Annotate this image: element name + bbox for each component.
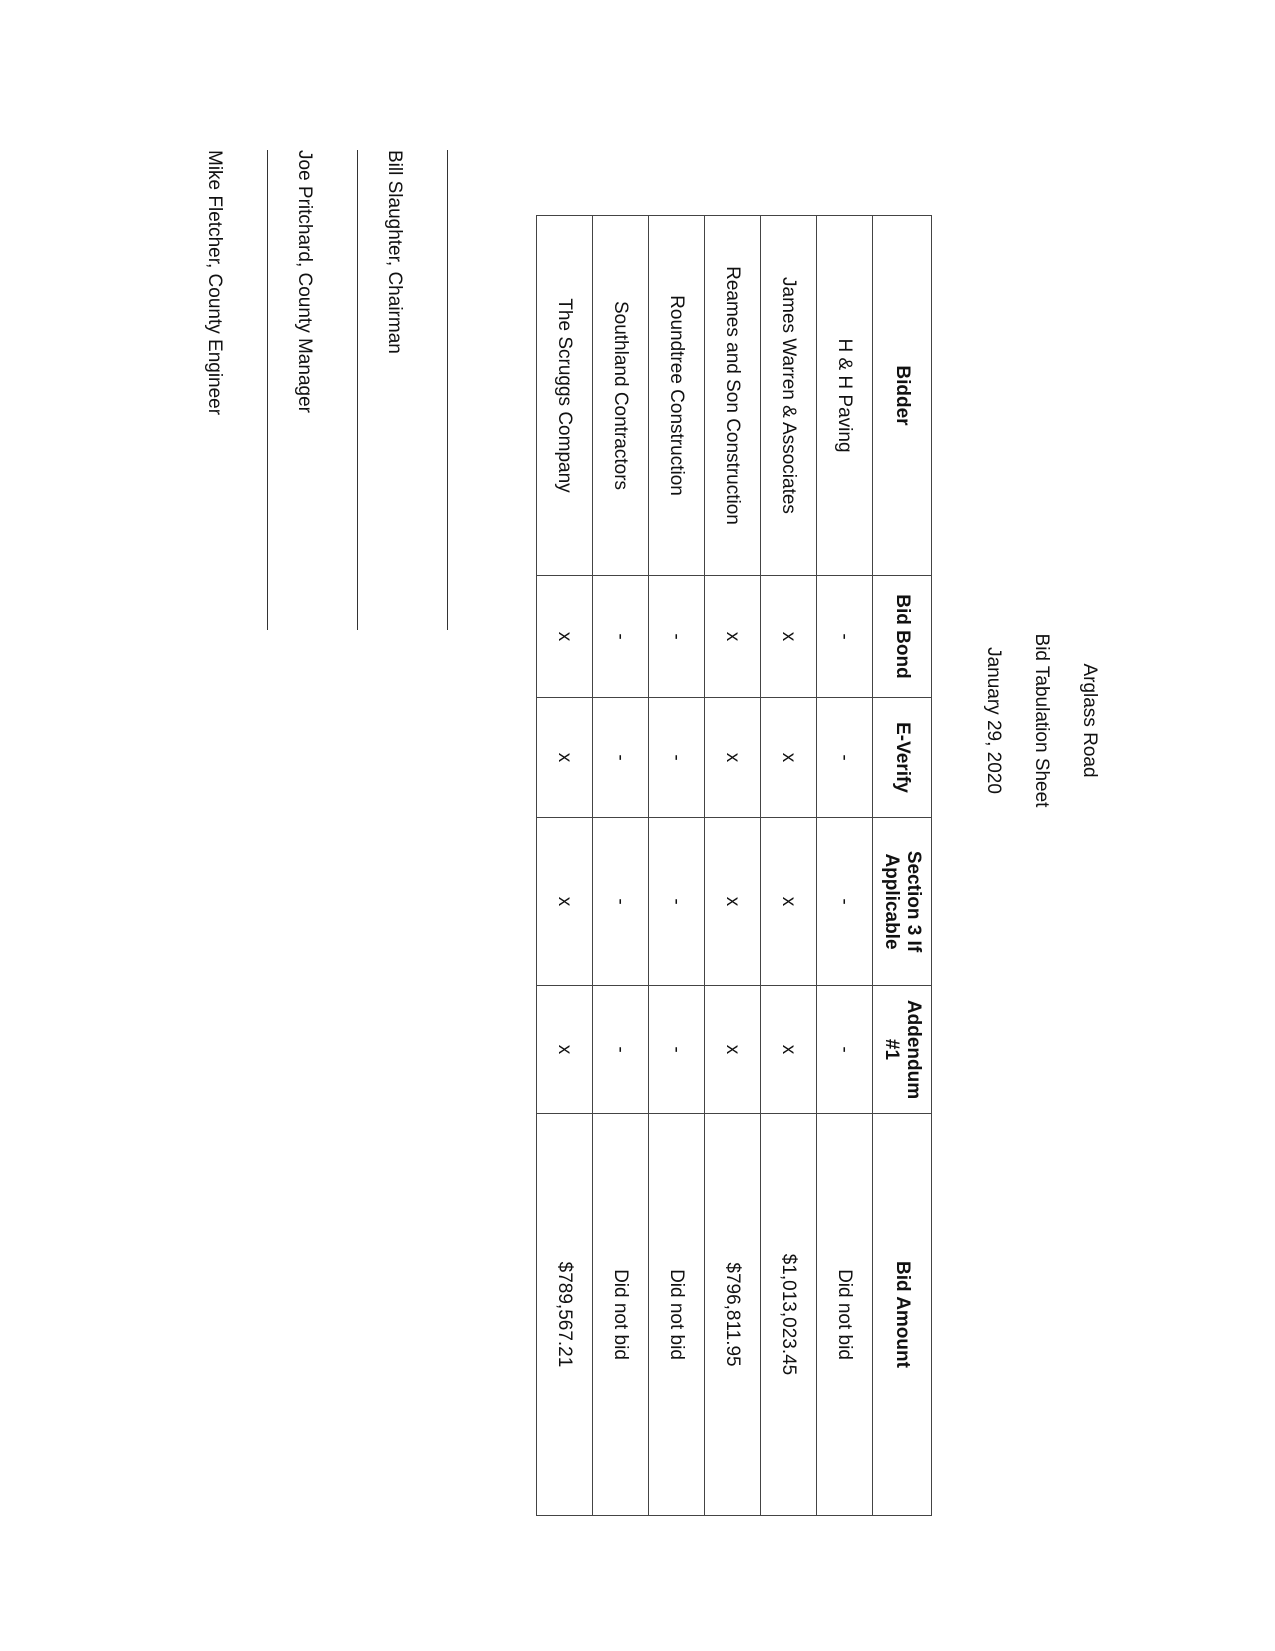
column-header-bid-bond: Bid Bond [873,576,932,698]
cell-bid-amount: $796,811.95 [705,1114,761,1516]
cell-bid-bond: - [593,576,649,698]
cell-addendum-1: x [761,986,817,1114]
table-row [593,216,649,1516]
table-row [761,216,817,1516]
cell-addendum-1: - [593,986,649,1114]
cell-bid-amount: Did not bid [649,1114,705,1516]
table-row [705,216,761,1516]
cell-bid-bond: x [761,576,817,698]
cell-e-verify: - [817,698,873,818]
cell-addendum-1: - [649,986,705,1114]
cell-bidder: Roundtree Construction [649,216,705,576]
cell-bidder: James Warren & Associates [761,216,817,576]
document-date: January 29, 2020 [983,647,1004,794]
column-header-bidder: Bidder [873,216,932,576]
cell-section-3: - [593,818,649,986]
cell-e-verify: - [593,698,649,818]
signature-line [447,150,448,630]
cell-section-3: x [705,818,761,986]
cell-e-verify: x [537,698,593,818]
column-header-addendum-1: Addendum #1 [873,986,932,1114]
cell-e-verify: x [705,698,761,818]
signature-name: Mike Fletcher, County Engineer [204,150,225,416]
bid-tabulation-table [536,215,932,1516]
cell-bid-amount: Did not bid [817,1114,873,1516]
cell-bid-amount: $1,013,023.45 [761,1114,817,1516]
cell-bidder: Reames and Son Construction [705,216,761,576]
cell-addendum-1: - [817,986,873,1114]
cell-addendum-1: x [537,986,593,1114]
cell-bid-amount: Did not bid [593,1114,649,1516]
cell-bidder: Southland Contractors [593,216,649,576]
table-row [537,216,593,1516]
column-header-section-3: Section 3 If Applicable [873,818,932,986]
cell-bidder: The Scruggs Company [537,216,593,576]
document-subtitle: Bid Tabulation Sheet [1031,633,1052,808]
cell-section-3: - [649,818,705,986]
cell-bid-bond: - [817,576,873,698]
cell-bid-amount: $789,567.21 [537,1114,593,1516]
cell-section-3: x [761,818,817,986]
signature-name: Bill Slaughter, Chairman [384,150,405,354]
cell-bid-bond: x [705,576,761,698]
cell-section-3: x [537,818,593,986]
table-row [817,216,873,1516]
cell-bidder: H & H Paving [817,216,873,576]
column-header-e-verify: E-Verify [873,698,932,818]
cell-addendum-1: x [705,986,761,1114]
signature-line [357,150,358,630]
cell-e-verify: - [649,698,705,818]
cell-e-verify: x [761,698,817,818]
cell-section-3: - [817,818,873,986]
document-title: Arglass Road [1079,663,1100,778]
signature-line [267,150,268,630]
cell-bid-bond: - [649,576,705,698]
cell-bid-bond: x [537,576,593,698]
signature-name: Joe Pritchard, County Manager [294,150,315,413]
column-header-bid-amount: Bid Amount [873,1114,932,1516]
table-header-row [873,216,932,1516]
table-row [649,216,705,1516]
